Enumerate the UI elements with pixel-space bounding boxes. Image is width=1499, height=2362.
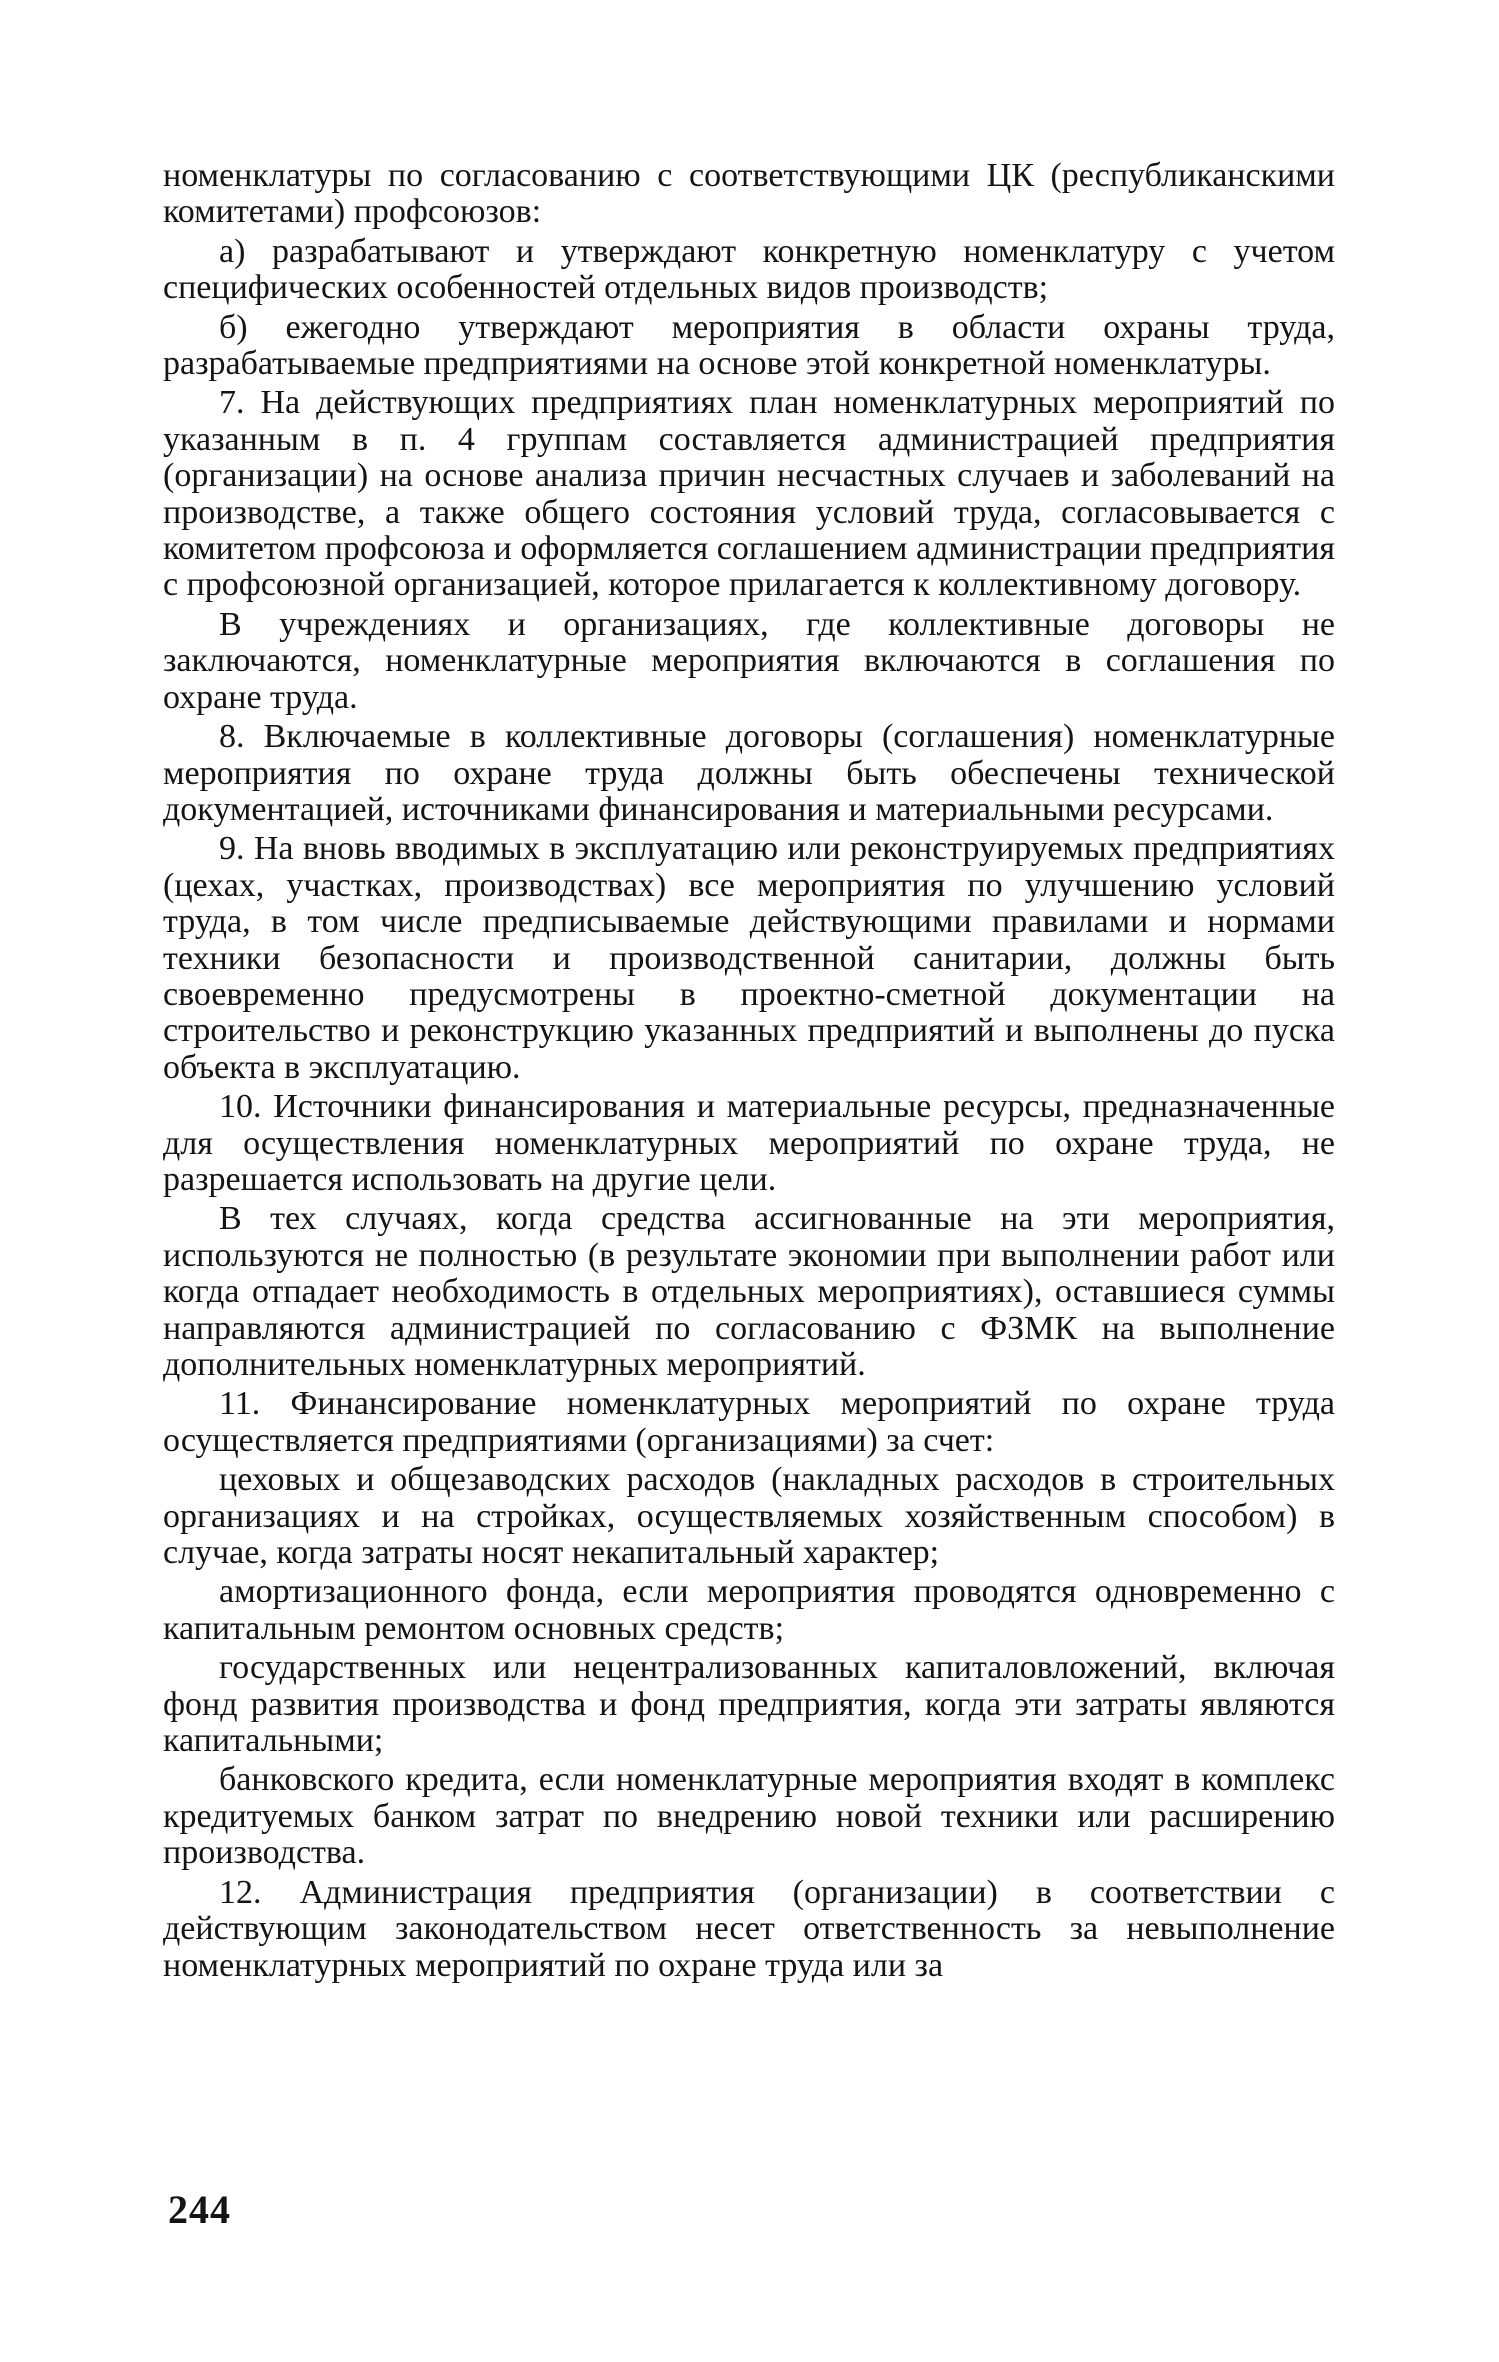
paragraph-7: 7. На действующих предприятиях план номенклатурных мероприятий по указанным в п. 4 группам составляется администрацией предприятия (организации) на основе анализа причин несчастных случаев и заболеваний на производстве, а также общего состояния условий труда, согласовывается с комитетом профсоюза и оформляется соглашением администрации предприятия с профсоюзной организацией, которое прилагается к коллективному договору. <box>163 384 1335 604</box>
paragraph-7-institutions: В учреждениях и организациях, где коллективные договоры не заключаются, номенклатурные мероприятия включаются в соглашения по охране труда. <box>163 605 1335 716</box>
paragraph-11-bank-credit: банковского кредита, если номенклатурные мероприятия входят в комплекс кредитуемых банком затрат по внедрению новой техники или расширению производства. <box>163 1761 1335 1872</box>
paragraph-11: 11. Финансирование номенклатурных мероприятий по охране труда осуществляется предприятиями (организациями) за счет: <box>163 1385 1335 1459</box>
page-number: 244 <box>168 2187 231 2232</box>
paragraph-10: 10. Источники финансирования и материальные ресурсы, предназначенные для осуществления номенклатурных мероприятий по охране труда, не разрешается использовать на другие цели. <box>163 1088 1335 1198</box>
paragraph-10-remaining-funds: В тех случаях, когда средства ассигнованные на эти мероприятия, используются не полностью (в результате экономии при выполнении работ или когда отпадает необходимость в отдельных мероприятиях), оставшиеся суммы направляются администрацией по согласованию с ФЗМК на выполнение дополнительных номенклатурных мероприятий. <box>163 1200 1335 1383</box>
paragraph-item-a: а) разрабатывают и утверждают конкретную номенклатуру с учетом специфических особенностей отдельных видов производств; <box>163 232 1335 307</box>
paragraph-9: 9. На вновь вводимых в эксплуатацию или реконструируемых предприятиях (цехах, участках, производствах) все мероприятия по улучшению условий труда, в том числе предписываемые действующими правилами и нормами техники безопасности и производственной санитарии, должны быть своевременно предусмотрены в проектно-сметной документации на строительство и реконструкцию указанных предприятий и выполнены до пуска объекта в эксплуатацию. <box>163 830 1335 1086</box>
document-body <box>163 158 1335 1984</box>
paragraph-item-b: б) ежегодно утверждают мероприятия в области охраны труда, разрабатываемые предприятиями на основе этой конкретной номенклатуры. <box>163 308 1335 383</box>
paragraph-continuation: номенклатуры по согласованию с соответствующими ЦК (республиканскими комитетами) профсоюзов: <box>163 157 1335 231</box>
paragraph-11-overhead: цеховых и общезаводских расходов (накладных расходов в строительных организациях и на стройках, осуществляемых хозяйственным способом) в случае, когда затраты носят некапитальный характер; <box>163 1461 1335 1572</box>
paragraph-11-investments: государственных или нецентрализованных капиталовложений, включая фонд развития производства и фонд предприятия, когда эти затраты являются капитальными; <box>163 1649 1335 1760</box>
paragraph-8: 8. Включаемые в коллективные договоры (соглашения) номенклатурные мероприятия по охране труда должны быть обеспечены технической документацией, источниками финансирования и материальными ресурсами. <box>163 718 1335 828</box>
paragraph-11-depreciation: амортизационного фонда, если мероприятия проводятся одновременно с капитальным ремонтом основных средств; <box>163 1573 1335 1647</box>
paragraph-12: 12. Администрация предприятия (организации) в соответствии с действующим законодательством несет ответственность за невыполнение номенклатурных мероприятий по охране труда или за <box>163 1873 1335 1984</box>
